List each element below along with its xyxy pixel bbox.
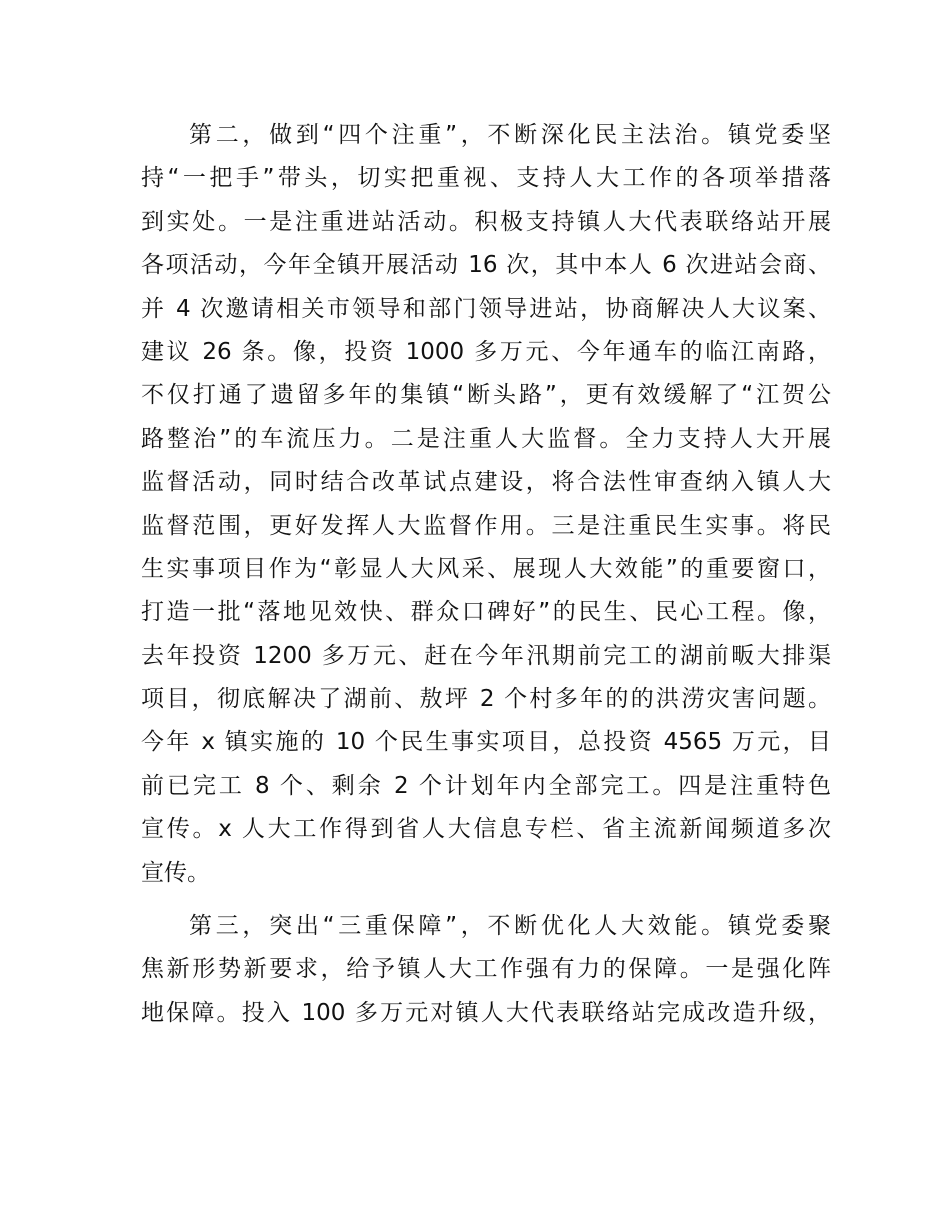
paragraph-line: 路整治”的车流压力。二是注重人大监督。全力支持人大开展	[141, 425, 831, 452]
paragraph-line: 今年 x 镇实施的 10 个民生事实项目，总投资 4565 万元，目	[141, 729, 831, 756]
paragraph-line: 不仅打通了遗留多年的集镇“断头路”，更有效缓解了“江贺公	[141, 382, 831, 409]
paragraph-line: 打造一批“落地见效快、群众口碑好”的民生、民心工程。像，	[141, 599, 831, 626]
paragraph-line: 项目，彻底解决了湖前、敖坪 2 个村多年的的洪涝灾害问题。	[141, 686, 831, 713]
paragraph-line: 去年投资 1200 多万元、赶在今年汛期前完工的湖前畈大排渠	[141, 642, 831, 669]
paragraph-line: 第二，做到“四个注重”，不断深化民主法治。镇党委坚	[189, 122, 831, 148]
paragraph-line: 并 4 次邀请相关市领导和部门领导进站，协商解决人大议案、	[141, 295, 831, 322]
paragraph-line: 地保障。投入 100 多万元对镇人大代表联络站完成改造升级，	[141, 999, 831, 1026]
paragraph-line: 宣传。x 人大工作得到省人大信息专栏、省主流新闻频道多次	[141, 816, 831, 843]
paragraph-2	[141, 905, 831, 1035]
paragraph-line: 焦新形势新要求，给予镇人大工作强有力的保障。一是强化阵	[141, 956, 831, 983]
paragraph-line: 监督范围，更好发挥人大监督作用。三是注重民生实事。将民	[141, 512, 831, 539]
paragraph-line: 监督活动，同时结合改革试点建设，将合法性审查纳入镇人大	[141, 469, 831, 496]
paragraph-line: 各项活动，今年全镇开展活动 16 次，其中本人 6 次进站会商、	[141, 252, 831, 279]
paragraph-line: 宣传。	[141, 859, 210, 886]
paragraph-1	[141, 114, 831, 895]
paragraph-line: 建议 26 条。像，投资 1000 多万元、今年通车的临江南路，	[141, 338, 831, 365]
paragraph-line: 到实处。一是注重进站活动。积极支持镇人大代表联络站开展	[141, 208, 831, 235]
paragraph-line: 生实事项目作为“彰显人大风采、展现人大效能”的重要窗口，	[141, 555, 831, 582]
paragraph-line: 持“一把手”带头，切实把重视、支持人大工作的各项举措落	[141, 165, 831, 192]
paragraph-line: 前已完工 8 个、剩余 2 个计划年内全部完工。四是注重特色	[141, 772, 831, 799]
paragraph-line: 第三，突出“三重保障”，不断优化人大效能。镇党委聚	[189, 913, 831, 939]
